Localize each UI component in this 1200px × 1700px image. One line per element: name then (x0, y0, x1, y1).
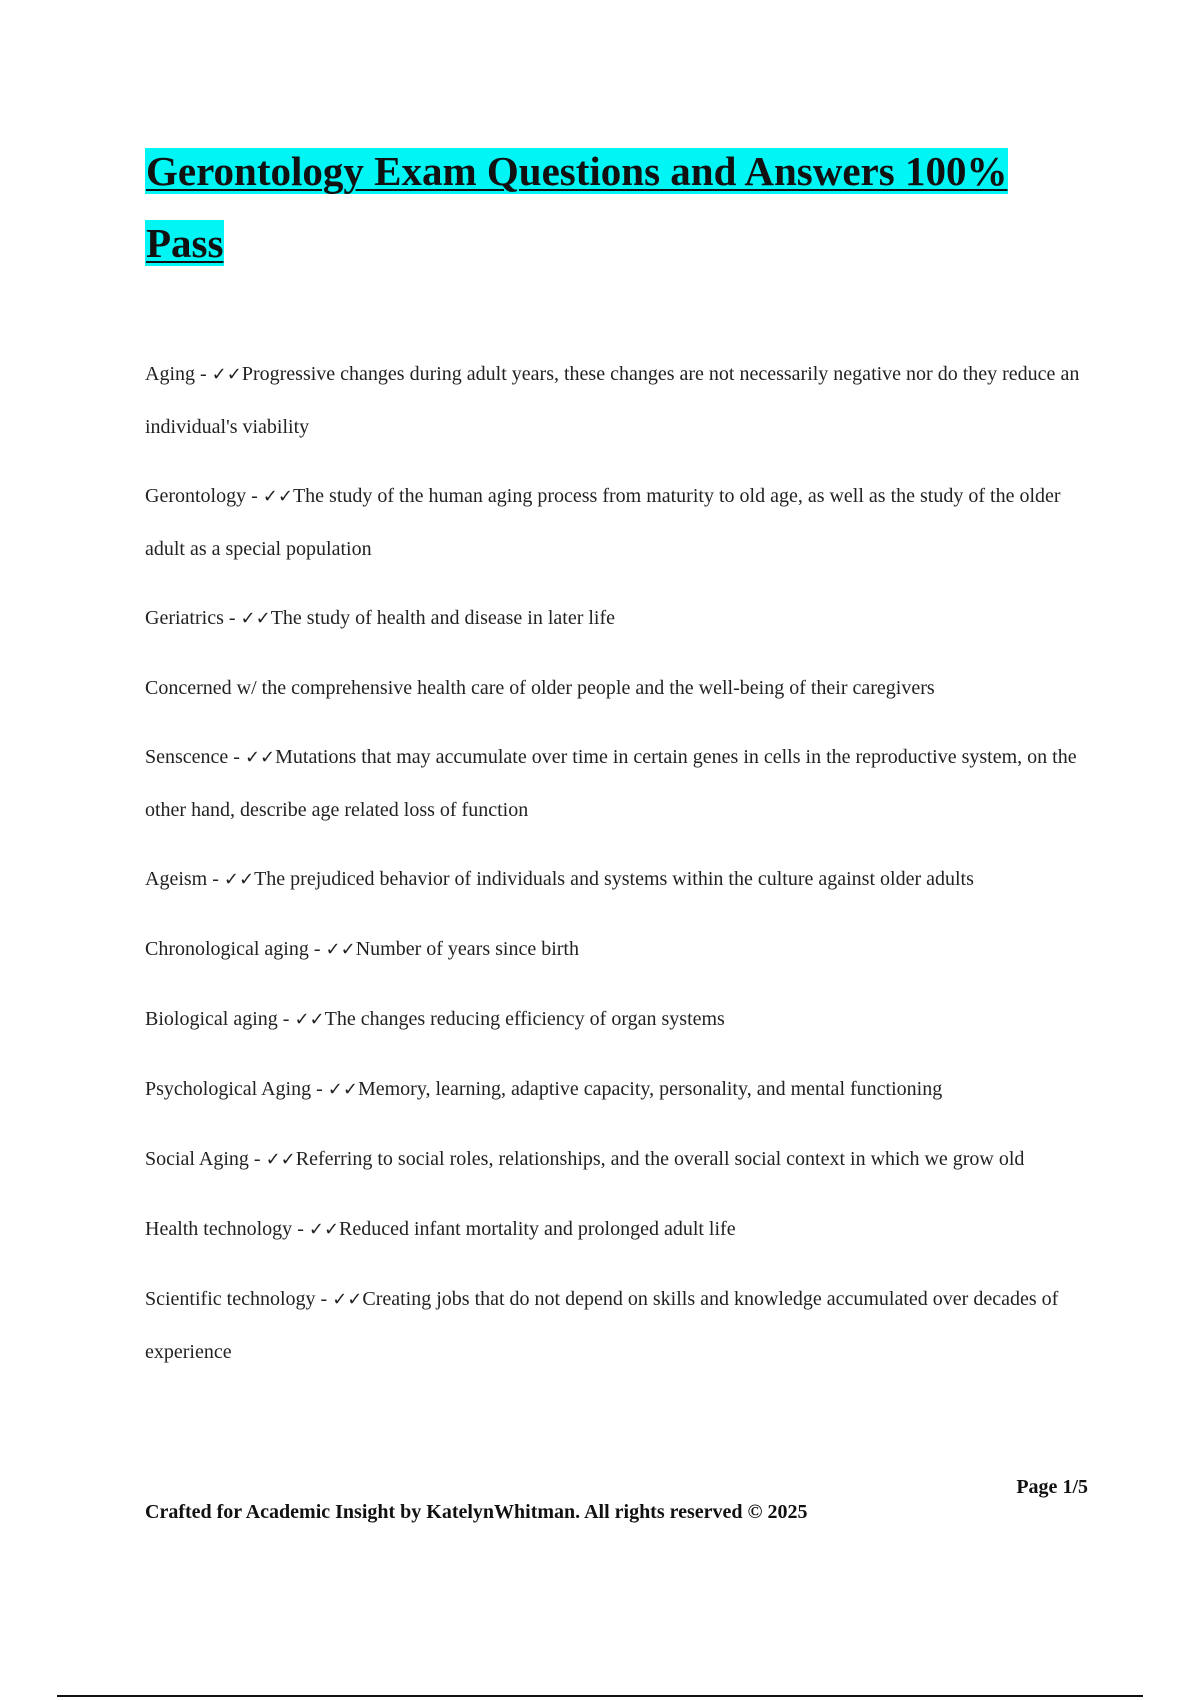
qa-entry (145, 731, 1090, 836)
entry-definition: Concerned w/ the comprehensive health care of older people and the well-being of their caregivers (145, 677, 935, 699)
entry-term: Psychological Aging (145, 1078, 312, 1100)
entry-definition: Reduced infant mortality and prolonged adult life (339, 1218, 736, 1240)
entry-definition: The changes reducing efficiency of organ systems (324, 1008, 725, 1030)
entry-term: Geriatrics (145, 607, 224, 629)
entry-term: Chronological aging (145, 938, 309, 960)
entry-term: Biological aging (145, 1008, 278, 1030)
title-line-2: Pass (146, 220, 224, 266)
qa-entry (145, 1133, 1090, 1186)
check-icon: ✓✓ (223, 869, 255, 890)
footer-credit: Crafted for Academic Insight by KatelynWhitman. All rights reserved © 2025 (145, 1501, 808, 1523)
qa-entry (145, 1273, 1090, 1378)
entry-separator: - (207, 868, 224, 890)
entry-separator: - (311, 1078, 328, 1100)
entry-definition: Creating jobs that do not depend on skills and knowledge accumulated over decades of experience (145, 1288, 1059, 1363)
check-icon: ✓✓ (294, 1009, 325, 1030)
bottom-divider (57, 1695, 1143, 1697)
entry-term: Health technology (145, 1218, 293, 1240)
check-icon: ✓✓ (332, 1289, 363, 1310)
entry-separator: - (223, 607, 241, 629)
entry-definition: Mutations that may accumulate over time in certain genes in cells in the reproductive system, on the other hand, describe age related loss of function (145, 746, 1077, 821)
entry-definition: Memory, learning, adaptive capacity, personality, and mental functioning (357, 1078, 943, 1100)
check-icon: ✓✓ (244, 747, 276, 768)
check-icon: ✓✓ (211, 364, 242, 385)
entry-definition: The study of the human aging process from maturity to old age, as well as the study of the older adult as a special population (145, 485, 1061, 560)
entry-separator: - (228, 746, 245, 768)
entry-term: Scientific technology (145, 1288, 316, 1310)
entry-separator: - (248, 1148, 266, 1170)
qa-entry (145, 662, 1090, 714)
entry-term: Social Aging (145, 1148, 249, 1170)
qa-entry (145, 853, 1090, 906)
entry-definition: The prejudiced behavior of individuals and systems within the culture against older adults (254, 868, 974, 890)
qa-entry (145, 470, 1090, 575)
entry-term: Aging (145, 363, 195, 385)
qa-entry (145, 348, 1090, 453)
qa-entry (145, 993, 1090, 1046)
qa-entry (145, 592, 1090, 645)
entry-definition: Referring to social roles, relationships, and the overall social context in which we grow old (295, 1148, 1025, 1170)
qa-entry (145, 923, 1090, 976)
entry-term: Gerontology (145, 485, 247, 507)
check-icon: ✓✓ (240, 608, 271, 629)
qa-entry (145, 1063, 1090, 1116)
entry-term: Senscence (145, 746, 229, 768)
title-line-1: Gerontology Exam Questions and Answers 100% (146, 148, 1008, 194)
entry-separator: - (195, 363, 212, 385)
qa-entry (145, 1203, 1090, 1256)
page-number: Page 1/5 (1016, 1476, 1088, 1498)
page-title (145, 135, 1105, 279)
check-icon: ✓✓ (327, 1079, 358, 1100)
entry-definition: The study of health and disease in later life (270, 607, 616, 629)
check-icon: ✓✓ (325, 939, 356, 960)
check-icon: ✓✓ (308, 1219, 340, 1240)
check-icon: ✓✓ (262, 486, 293, 507)
entry-separator: - (308, 938, 326, 960)
entry-separator: - (246, 485, 263, 507)
entry-separator: - (277, 1008, 295, 1030)
entry-term: Ageism (145, 868, 208, 890)
entry-separator: - (315, 1288, 333, 1310)
entry-separator: - (292, 1218, 309, 1240)
qa-list (145, 348, 1090, 1395)
check-icon: ✓✓ (265, 1149, 296, 1170)
entry-definition: Progressive changes during adult years, these changes are not necessarily negative nor do they reduce an individual's viability (145, 363, 1080, 438)
entry-definition: Number of years since birth (355, 938, 579, 960)
